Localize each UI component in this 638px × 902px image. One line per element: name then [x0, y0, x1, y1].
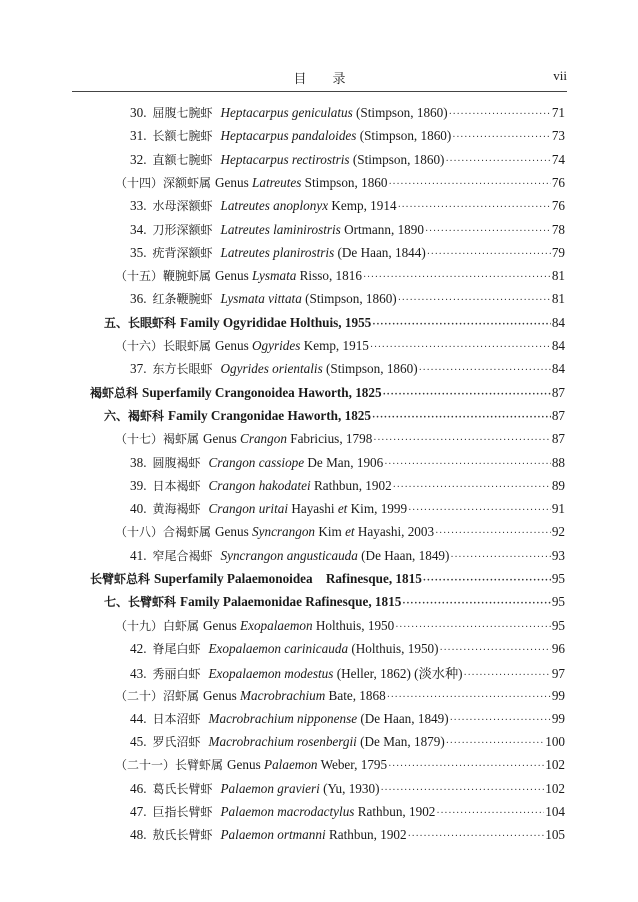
toc-entry-text — [90, 384, 382, 401]
chinese-name: 合褐虾属 — [163, 525, 212, 540]
entry-number: 48. — [130, 827, 147, 843]
entry-number: 五、 — [104, 315, 129, 330]
toc-entry[interactable] — [115, 756, 565, 778]
chinese-name: 刀形深额虾 — [152, 222, 213, 237]
scientific-name-text: (Stimpson, 1860) — [322, 361, 418, 377]
dot-leader — [398, 202, 551, 213]
entry-number: 45. — [130, 734, 147, 750]
scientific-name-text: (Stimpson, 1860) — [352, 105, 448, 120]
entry-page-number: 88 — [551, 454, 565, 470]
scientific-name-text: (De Haan, 1849) — [357, 710, 449, 726]
toc-entry-text — [115, 267, 362, 284]
scientific-name-text: (Stimpson, 1860) — [349, 151, 445, 167]
scientific-name-italic: Palaemon — [264, 757, 318, 773]
entry-number: 37. — [130, 361, 147, 377]
toc-entry[interactable] — [130, 104, 565, 126]
toc-entry-text — [130, 640, 439, 657]
toc-entry[interactable] — [130, 663, 565, 685]
entry-number: 33. — [130, 198, 147, 214]
dot-leader — [427, 249, 551, 260]
chinese-name: 白虾属 — [163, 618, 200, 633]
toc-entry[interactable] — [130, 244, 565, 266]
dot-leader — [408, 505, 551, 516]
toc-entry[interactable] — [130, 803, 565, 825]
dot-leader — [370, 342, 551, 353]
dot-leader — [383, 389, 551, 400]
entry-number: 六、 — [104, 408, 129, 423]
scientific-name-text: Genus — [203, 687, 241, 703]
scientific-name-text: Family Crangonidae Haworth, 1825 — [168, 407, 371, 423]
dot-leader — [395, 622, 551, 633]
scientific-name-text: De Man, 1906 — [304, 454, 384, 470]
chinese-name: 黄海褐虾 — [152, 502, 201, 517]
scientific-name-text: Family Palaemonidae Rafinesque, 1815 — [180, 594, 402, 610]
dot-leader — [380, 785, 544, 796]
scientific-name-text: Genus — [215, 338, 253, 353]
entry-page-number: 105 — [545, 827, 565, 843]
scientific-name-text: (De Haan, 1849) — [357, 547, 450, 563]
toc-entry[interactable] — [104, 407, 565, 429]
toc-entry[interactable] — [115, 617, 565, 639]
entry-page-number: 79 — [551, 244, 565, 260]
scientific-name-text: Hayashi, 2003 — [354, 524, 435, 540]
chinese-name: 葛氏长臂虾 — [152, 781, 213, 796]
chinese-name: 鞭腕虾属 — [163, 269, 212, 284]
dot-leader — [408, 831, 545, 842]
scientific-name-text: Kim — [315, 524, 346, 540]
scientific-name-italic: Palaemon ortmanni — [220, 827, 326, 843]
toc-entry-text — [130, 710, 449, 727]
chinese-name: 疣背深额虾 — [152, 245, 213, 260]
scientific-name-italic: et — [345, 524, 355, 540]
toc-entry-text — [130, 290, 397, 307]
scientific-name-italic: Latreutes anoplonyx — [220, 198, 329, 214]
page-number: vii — [553, 68, 567, 83]
entry-page-number: 102 — [545, 780, 565, 796]
scientific-name-italic: Crangon hakodatei — [208, 477, 311, 493]
entry-number: 31. — [130, 128, 147, 144]
entry-number: 七、 — [104, 595, 129, 610]
dot-leader — [423, 575, 551, 586]
scientific-name-text: Weber, 1795 — [317, 757, 388, 773]
toc-entry[interactable] — [104, 314, 565, 336]
chinese-name: 深额虾属 — [163, 175, 212, 190]
scientific-name-text: Fabricius, 1798 — [286, 431, 373, 447]
entry-number: 38. — [130, 454, 147, 470]
entry-page-number: 97 — [551, 666, 565, 682]
scientific-name-text: Kemp, 1915 — [300, 338, 369, 353]
entry-page-number: 84 — [551, 338, 565, 353]
scientific-name-italic: Heptacarpus rectirostris — [220, 151, 350, 167]
chinese-name: 秀丽白虾 — [152, 667, 201, 682]
scientific-name-text: (Stimpson, 1860) — [356, 128, 452, 144]
scientific-name-text: Risso, 1816 — [296, 268, 362, 284]
entry-number: （十五） — [115, 269, 164, 284]
entry-number: 46. — [130, 780, 147, 796]
scientific-name-text: Family Ogyrididae Holthuis, 1955 — [180, 314, 372, 330]
entry-page-number: 89 — [551, 477, 565, 493]
scientific-name-text: Genus — [215, 268, 253, 284]
entry-number: 35. — [130, 244, 147, 260]
scientific-name-italic: Ogyrides — [252, 338, 301, 353]
chinese-name: 长眼虾科 — [128, 315, 177, 330]
toc-entry-text — [130, 780, 379, 797]
entry-page-number: 76 — [551, 198, 565, 214]
scientific-name-text: Genus — [203, 617, 241, 633]
entry-number: 34. — [130, 221, 147, 237]
entry-page-number: 91 — [551, 501, 565, 517]
toc-entry-text — [130, 244, 426, 261]
scientific-name-italic: Heptacarpus geniculatus — [220, 105, 353, 120]
scientific-name-text: Hayashi — [288, 501, 338, 517]
scientific-name-italic: Latreutes laminirostris — [220, 221, 341, 237]
toc-entry-text — [130, 733, 445, 750]
chinese-name: 长臂虾总科 — [90, 572, 151, 586]
scientific-name-italic: et — [337, 501, 348, 517]
entry-page-number: 87 — [551, 431, 565, 447]
entry-page-number: 93 — [551, 547, 565, 563]
scientific-name-italic: Crangon — [240, 431, 287, 447]
toc-entry[interactable] — [115, 687, 565, 709]
entry-page-number: 78 — [551, 221, 565, 237]
toc-entry-text — [130, 477, 392, 494]
toc-entry[interactable] — [130, 290, 565, 312]
scientific-name-text: (Yu, 1930) — [319, 780, 380, 796]
dot-leader — [398, 295, 551, 306]
entry-page-number: 87 — [551, 384, 565, 400]
entry-number: 43. — [130, 666, 147, 682]
toc-entry-text — [130, 104, 448, 121]
chinese-name: 屈腹七腕虾 — [152, 106, 213, 120]
chinese-name: 日本褐虾 — [152, 478, 201, 493]
toc-entry[interactable] — [130, 500, 565, 522]
toc-entry-text — [130, 547, 449, 564]
chinese-name: 褐虾属 — [163, 432, 200, 447]
scientific-name-text: Genus — [215, 174, 253, 190]
entry-number: （十八） — [115, 525, 164, 540]
entry-page-number: 81 — [551, 291, 565, 307]
entry-page-number: 84 — [551, 314, 565, 330]
chinese-name: 敖氏长臂虾 — [152, 828, 213, 843]
entry-number: 41. — [130, 547, 147, 563]
entry-page-number: 95 — [551, 571, 565, 586]
toc-entry[interactable] — [104, 593, 565, 615]
scientific-name-italic: Heptacarpus pandaloides — [220, 128, 357, 144]
dot-leader — [445, 156, 550, 167]
entry-number: （十七） — [115, 432, 164, 447]
scientific-name-text: Superfamily Crangonoidea Haworth, 1825 — [142, 384, 382, 400]
chinese-name: 日本沼虾 — [152, 711, 201, 726]
chinese-name: 褐虾科 — [128, 408, 165, 423]
toc-entry-text — [104, 593, 401, 610]
toc-entry-text — [115, 687, 386, 704]
toc-entry[interactable] — [130, 826, 565, 848]
entry-page-number: 76 — [551, 174, 565, 190]
chinese-name: 长臂虾属 — [175, 758, 224, 773]
running-head-title — [72, 68, 567, 87]
toc-entry[interactable] — [90, 570, 565, 592]
scientific-name-text: Holthuis, 1950 — [312, 617, 395, 633]
scientific-name-text: Genus — [203, 431, 241, 447]
chinese-name: 水母深额虾 — [152, 199, 213, 214]
scientific-name-italic: Ogyrides orientalis — [220, 361, 323, 377]
entry-number: （十六） — [115, 339, 164, 353]
dot-leader — [373, 435, 551, 446]
entry-number: 44. — [130, 710, 147, 726]
toc-entry[interactable] — [130, 780, 565, 802]
toc-entry-text — [90, 570, 422, 587]
scientific-name-italic: Syncrangon angusticauda — [220, 547, 358, 563]
scientific-name-italic: Lysmata vittata — [220, 291, 302, 307]
entry-page-number: 84 — [551, 361, 565, 377]
entry-page-number: 99 — [551, 687, 565, 703]
head-title-char: 录 — [332, 71, 346, 86]
entry-number: （二十） — [115, 688, 164, 703]
dot-leader — [363, 272, 551, 283]
scientific-name-text: Genus — [227, 757, 265, 773]
dot-leader — [450, 552, 550, 563]
dot-leader — [464, 670, 551, 681]
entry-page-number: 81 — [551, 268, 565, 284]
scientific-name-text: Superfamily Palaemonoidea Rafinesque, 1815 — [154, 571, 422, 586]
chinese-name: 褐虾总科 — [90, 385, 139, 400]
entry-page-number: 74 — [551, 151, 565, 167]
toc-entry[interactable] — [130, 221, 565, 243]
scientific-name-italic: Exopalaemon modestus — [208, 666, 334, 682]
scientific-name-italic: Crangon uritai — [208, 501, 289, 517]
scientific-name-text: Rathbun, 1902 — [354, 804, 436, 819]
toc-entry-text — [130, 197, 397, 214]
entry-number: （十四） — [115, 175, 164, 190]
toc-entry-text — [130, 127, 451, 144]
entry-page-number: 92 — [551, 524, 565, 540]
head-title-char: 目 — [293, 71, 307, 86]
chinese-name: 巨指长臂虾 — [152, 805, 213, 819]
scientific-name-italic: Exopalaemon — [240, 617, 313, 633]
entry-page-number: 100 — [545, 734, 565, 750]
dot-leader — [387, 692, 551, 703]
toc-entry[interactable] — [130, 151, 565, 173]
toc-entry[interactable] — [130, 640, 565, 662]
entry-number: 40. — [130, 501, 147, 517]
toc-entry-text — [130, 803, 435, 820]
toc-entry-text — [115, 756, 387, 773]
toc-entry-text — [130, 454, 383, 471]
chinese-name: 沼虾属 — [163, 688, 200, 703]
toc-entry[interactable] — [115, 430, 565, 452]
toc-entry[interactable] — [130, 197, 565, 219]
dot-leader — [419, 365, 551, 376]
chinese-name: 红条鞭腕虾 — [152, 292, 213, 307]
entry-number: 42. — [130, 640, 147, 656]
toc-entry[interactable] — [115, 174, 565, 196]
dot-leader — [372, 412, 551, 423]
entry-page-number: 87 — [551, 407, 565, 423]
toc-entry[interactable] — [130, 547, 565, 569]
scientific-name-text: Ortmann, 1890 — [340, 221, 424, 237]
scientific-name-text: Bate, 1868 — [325, 687, 386, 703]
entry-page-number: 96 — [551, 640, 565, 656]
toc-entry[interactable] — [130, 733, 565, 755]
entry-number: 32. — [130, 151, 147, 167]
chinese-name: 长眼虾属 — [163, 339, 212, 353]
toc-entry-text — [115, 174, 387, 191]
dot-leader — [402, 598, 551, 609]
toc-entry[interactable] — [115, 267, 565, 289]
toc-entry-text — [104, 314, 371, 331]
toc-entry[interactable] — [130, 360, 565, 382]
toc-entry-text — [130, 360, 418, 377]
entry-number: （十九） — [115, 618, 164, 633]
entry-number: 36. — [130, 291, 147, 307]
chinese-name: 长额七腕虾 — [152, 129, 213, 144]
scientific-name-text: Kim, 1999 — [347, 501, 408, 517]
entry-page-number: 104 — [545, 804, 565, 819]
scientific-name-text: Genus — [215, 524, 253, 540]
scientific-name-italic: Latreutes — [252, 174, 302, 190]
toc-entry-text — [115, 430, 372, 447]
scientific-name-text: (Stimpson, 1860) — [301, 291, 397, 307]
scientific-name-text: (Holthuis, 1950) — [348, 640, 439, 656]
dot-leader — [425, 226, 551, 237]
scientific-name-text: Rathbun, 1902 — [325, 827, 407, 843]
dot-leader — [393, 482, 551, 493]
scientific-name-italic: Exopalaemon carinicauda — [208, 640, 349, 656]
scientific-name-italic: Lysmata — [252, 268, 297, 284]
toc-entry[interactable] — [115, 337, 565, 359]
scientific-name-italic: Syncrangon — [252, 524, 316, 540]
dot-leader — [384, 459, 551, 470]
chinese-name: 直额七腕虾 — [152, 152, 213, 167]
dot-leader — [435, 528, 551, 539]
chinese-name: 东方长眼虾 — [152, 362, 213, 377]
dot-leader — [436, 808, 544, 819]
chinese-name: 罗氏沼虾 — [152, 735, 201, 750]
scientific-name-italic: Macrobrachium rosenbergii — [208, 734, 357, 750]
running-head — [72, 68, 567, 90]
toc-entry[interactable] — [90, 384, 565, 406]
toc-entry-text — [130, 151, 444, 168]
entry-page-number: 99 — [551, 710, 565, 726]
toc-entry-text — [104, 407, 371, 424]
toc-entry-text — [130, 826, 407, 843]
toc-entry[interactable] — [130, 127, 565, 149]
dot-leader — [450, 715, 551, 726]
scientific-name-text: Stimpson, 1860 — [301, 174, 388, 190]
toc-entry[interactable] — [115, 523, 565, 545]
toc-entry-text — [130, 221, 424, 238]
scientific-name-italic: Macrobrachium — [240, 687, 326, 703]
scientific-name-italic: Macrobrachium nipponense — [208, 710, 358, 726]
dot-leader — [440, 645, 551, 656]
scientific-name-italic: Palaemon gravieri — [220, 780, 320, 796]
entry-page-number: 95 — [551, 594, 565, 610]
entry-page-number: 73 — [551, 128, 565, 144]
entry-page-number: 95 — [551, 617, 565, 633]
entry-number: 30. — [130, 105, 147, 120]
chinese-name: 长臂虾科 — [128, 595, 177, 610]
toc-entry-text — [115, 523, 434, 540]
chinese-name: 圆腹褐虾 — [152, 455, 201, 470]
toc-entry-text — [115, 617, 394, 634]
scientific-name-text: (De Man, 1879) — [356, 734, 445, 750]
dot-leader — [388, 761, 544, 772]
scientific-name-italic: Latreutes planirostris — [220, 244, 335, 260]
toc-entry-text — [130, 663, 463, 682]
chinese-name: 脊尾白虾 — [152, 641, 201, 656]
entry-number: 47. — [130, 804, 147, 819]
dot-leader — [452, 132, 551, 143]
entry-number: 39. — [130, 477, 147, 493]
entry-page-number: 71 — [551, 105, 565, 120]
entry-page-number: 102 — [545, 757, 565, 773]
dot-leader — [449, 109, 551, 120]
scientific-name-italic: Palaemon macrodactylus — [220, 804, 355, 819]
toc-entry[interactable] — [130, 477, 565, 499]
chinese-name: 窄尾合褐虾 — [152, 548, 213, 563]
toc-entry[interactable] — [130, 454, 565, 476]
toc-entry-text — [130, 500, 407, 517]
toc-entry[interactable] — [130, 710, 565, 732]
scientific-name-text: (De Haan, 1844) — [334, 244, 426, 260]
scientific-name-text: Rathbun, 1902 — [310, 477, 392, 493]
toc-entry-text — [115, 337, 369, 354]
header-rule — [72, 91, 567, 92]
dot-leader — [372, 319, 551, 330]
scientific-name-italic: Crangon cassiope — [208, 454, 305, 470]
dot-leader — [446, 738, 544, 749]
dot-leader — [388, 179, 550, 190]
scientific-name-text: Kemp, 1914 — [328, 198, 397, 214]
scientific-name-text: (Heller, 1862) (淡水种) — [333, 666, 463, 682]
entry-number: （二十一） — [115, 758, 176, 773]
